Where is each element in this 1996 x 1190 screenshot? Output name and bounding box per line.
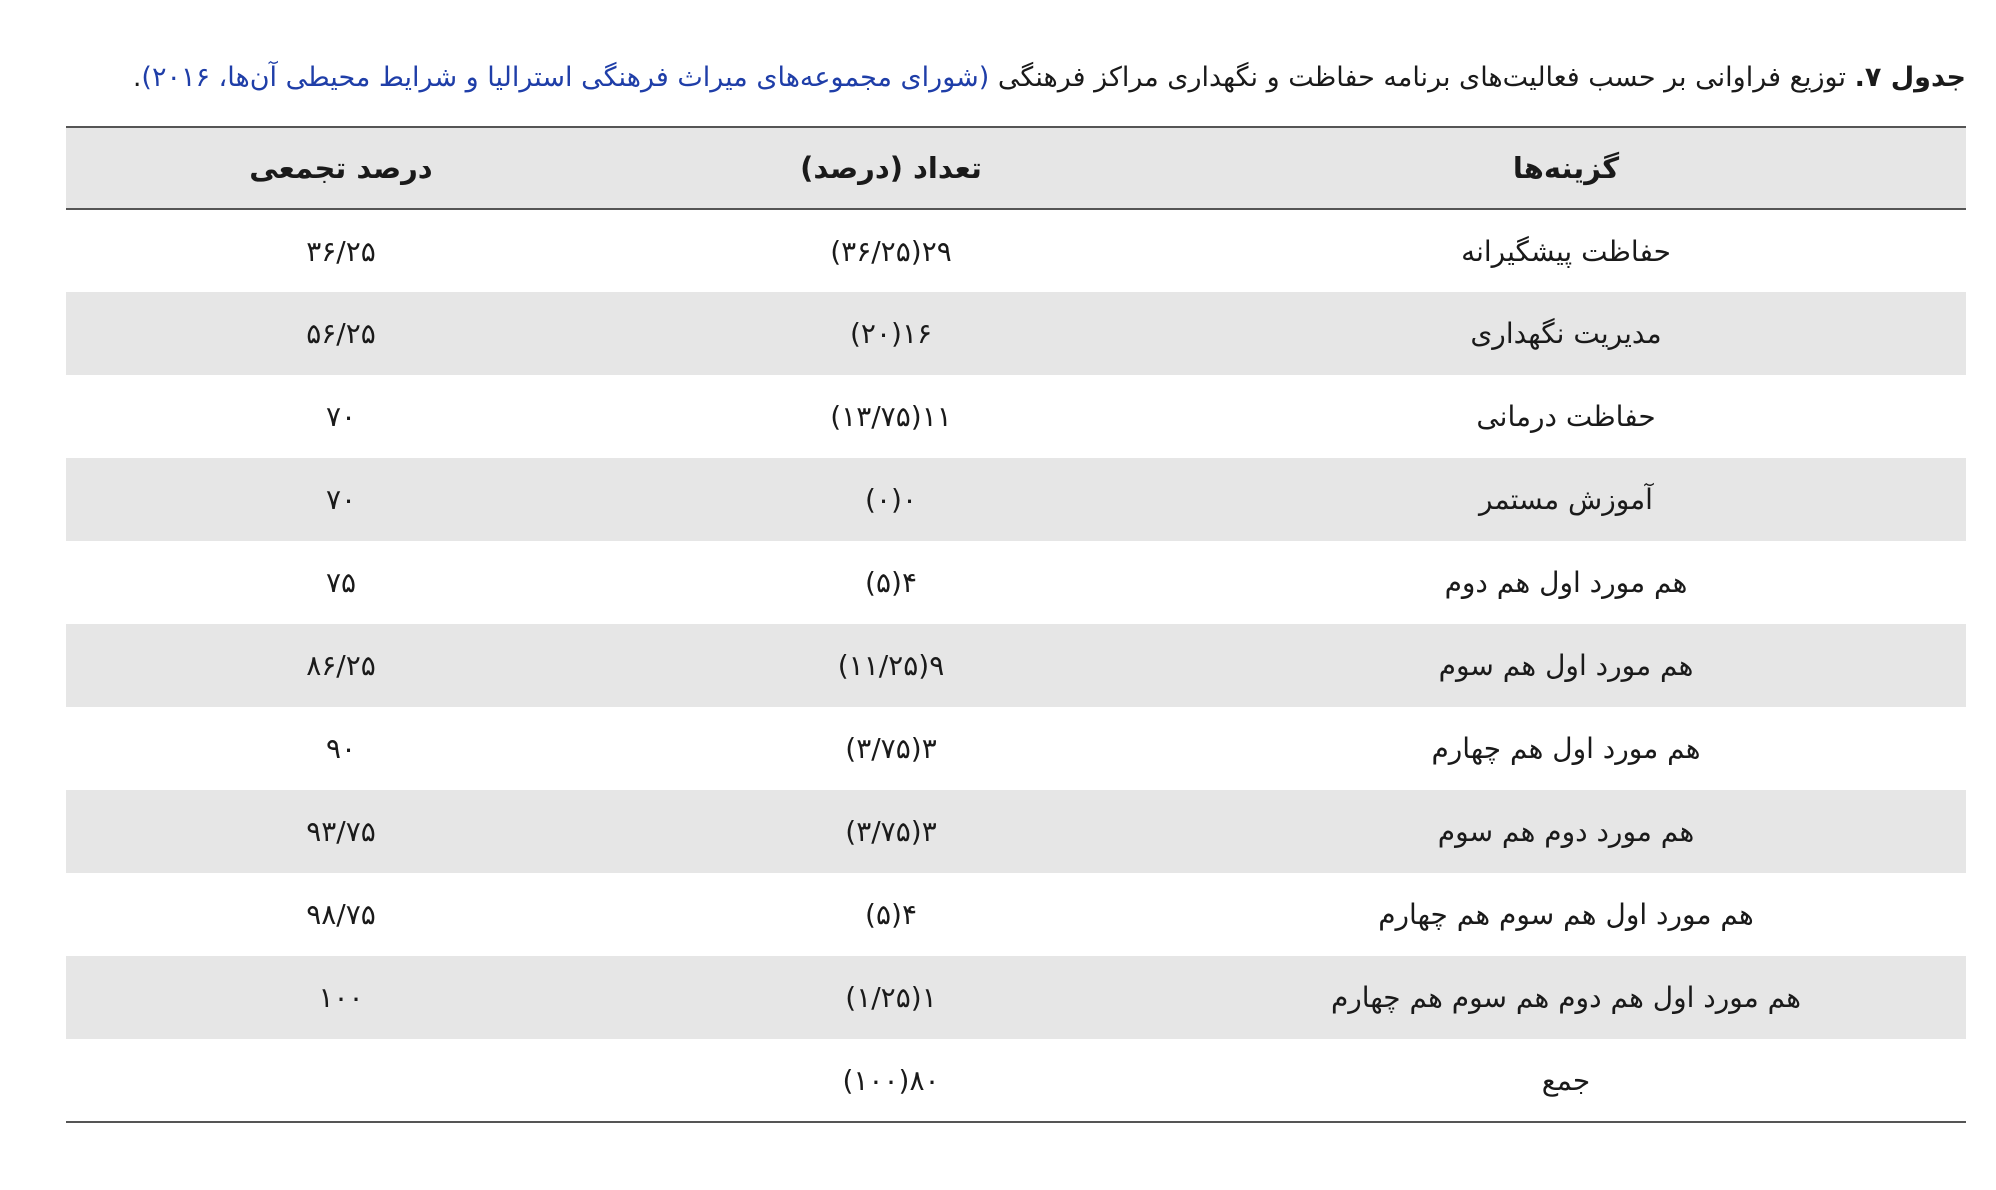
cell-cumulative: ۹۳/۷۵ [306, 815, 376, 848]
header-cumulative-percent: درصد تجمعی [249, 151, 433, 185]
cell-cumulative: ۹۰ [325, 732, 357, 765]
frequency-table [66, 126, 1966, 1123]
header-options: گزینه‌ها [1512, 151, 1620, 185]
cell-count: ۸۰(۱۰۰) [842, 1063, 940, 1097]
cell-cumulative [66, 1039, 616, 1122]
cell-option: جمع [1541, 1063, 1591, 1097]
table-total-row [66, 1039, 1966, 1122]
cell-cumulative: ۳۶/۲۵ [306, 234, 376, 268]
cell-cumulative: ۷۰ [325, 400, 357, 433]
table-row [66, 790, 1966, 873]
caption-end: . [132, 62, 142, 93]
table-row [66, 292, 1966, 375]
cell-count: ۹(۱۱/۲۵) [837, 649, 945, 682]
table-row [66, 624, 1966, 707]
cell-count: ۴(۵) [865, 566, 917, 599]
table-row [66, 458, 1966, 541]
cell-cumulative: ۱۰۰ [318, 981, 364, 1014]
cell-option: هم مورد اول هم چهارم [1431, 732, 1701, 765]
table-row [66, 541, 1966, 624]
caption-label: جدول ۷. [1854, 62, 1966, 93]
cell-count: ۴(۵) [865, 898, 917, 931]
table-row [66, 956, 1966, 1039]
table-row [66, 873, 1966, 956]
cell-option: مدیریت نگهداری [1470, 317, 1662, 350]
cell-cumulative: ۷۰ [325, 483, 357, 516]
cell-count: ۱۱(۱۳/۷۵) [830, 400, 952, 433]
cell-cumulative: ۸۶/۲۵ [306, 649, 376, 682]
cell-count: ۰(۰) [865, 483, 917, 516]
cell-option: حفاظت پیشگیرانه [1461, 234, 1671, 268]
table-caption [66, 58, 1966, 98]
table-row [66, 707, 1966, 790]
cell-cumulative: ۷۵ [325, 566, 357, 599]
table-row [66, 375, 1966, 458]
caption-text: توزیع فراوانی بر حسب فعالیت‌های برنامه حفاظت و نگهداری مراکز فرهنگی [989, 62, 1855, 93]
caption-citation: (شورای مجموعه‌های میراث فرهنگی استرالیا و شرایط محیطی آن‌ها، ۲۰۱۶) [141, 62, 990, 93]
cell-option: حفاظت درمانی [1476, 400, 1656, 433]
cell-count: ۳(۳/۷۵) [845, 815, 937, 848]
cell-count: ۲۹(۳۶/۲۵) [830, 234, 952, 268]
cell-option: هم مورد اول هم سوم [1438, 649, 1694, 682]
table-header-row [66, 127, 1966, 209]
cell-option: هم مورد اول هم دوم هم سوم هم چهارم [1330, 981, 1802, 1014]
cell-option: هم مورد اول هم سوم هم چهارم [1378, 898, 1754, 931]
cell-count: ۱(۱/۲۵) [845, 981, 937, 1014]
cell-option: هم مورد اول هم دوم [1444, 566, 1688, 599]
cell-count: ۱۶(۲۰) [849, 317, 933, 350]
cell-cumulative: ۹۸/۷۵ [306, 898, 376, 931]
cell-option: آموزش مستمر [1479, 483, 1653, 516]
cell-count: ۳(۳/۷۵) [845, 732, 937, 765]
header-count-percent: تعداد (درصد) [800, 151, 982, 185]
cell-cumulative: ۵۶/۲۵ [306, 317, 376, 350]
cell-option: هم مورد دوم هم سوم [1437, 815, 1695, 848]
table-row [66, 209, 1966, 292]
